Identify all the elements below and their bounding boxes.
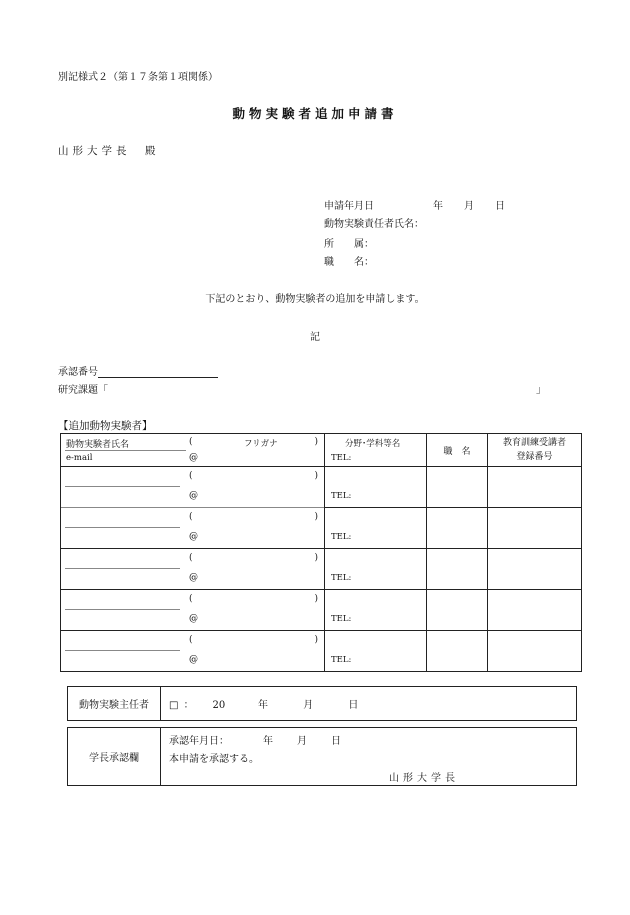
section-title: 【追加動物実験者】	[58, 420, 153, 432]
supervisor-box	[67, 686, 577, 721]
table-row	[61, 549, 582, 590]
row-3-training-cell[interactable]	[488, 549, 582, 590]
row-2-at: @	[189, 532, 198, 542]
row-5-name-cell[interactable]	[61, 631, 325, 672]
row-5-tel: TEL:	[331, 655, 352, 665]
row-1-name-cell[interactable]	[61, 467, 325, 508]
application-date	[324, 197, 505, 212]
president-year-label: 年	[263, 736, 273, 747]
row-4-tel: TEL:	[331, 614, 352, 624]
row-2-kana-close: )	[314, 512, 318, 522]
row-2-title-cell[interactable]	[427, 508, 488, 549]
row-3-name-cell[interactable]	[61, 549, 325, 590]
row-5-kana-close: )	[314, 635, 318, 645]
president-month-label: 月	[297, 736, 307, 747]
row-3-tel: TEL:	[331, 573, 352, 583]
header-title: 職 名	[443, 446, 471, 457]
header-name: 動物実験者氏名	[66, 440, 130, 450]
supervisor-month-label: 月	[303, 700, 314, 711]
header-at: @	[189, 453, 198, 463]
supervisor-colon: ：	[183, 700, 194, 711]
approval-number-label: 承認番号	[58, 367, 98, 378]
research-topic	[58, 381, 548, 396]
row-4-name-underline	[65, 609, 180, 610]
application-date-label: 申請年月日	[324, 201, 374, 212]
row-5-at: @	[189, 655, 198, 665]
president-day-label: 日	[331, 736, 341, 747]
row-1-name-underline	[65, 486, 180, 487]
row-4-training-cell[interactable]	[488, 590, 582, 631]
table-row	[61, 631, 582, 672]
row-3-name-underline	[65, 568, 180, 569]
research-topic-close: 」	[536, 385, 546, 396]
additional-experimenters-table	[60, 433, 582, 672]
row-5-name-underline	[65, 650, 180, 651]
row-4-kana-close: )	[314, 594, 318, 604]
supervisor-field[interactable]	[161, 687, 577, 721]
row-1-dept-cell[interactable]	[325, 467, 427, 508]
application-day-label: 日	[495, 201, 505, 212]
row-4-at: @	[189, 614, 198, 624]
president-date-label: 承認年月日：	[169, 736, 229, 747]
row-2-training-cell[interactable]	[488, 508, 582, 549]
application-month-label: 月	[464, 201, 474, 212]
form-reference: 別記様式２（第１７条第１項関係）	[58, 72, 218, 83]
approval-number	[58, 363, 218, 378]
row-1-kana-open: (	[189, 471, 193, 481]
row-4-title-cell[interactable]	[427, 590, 488, 631]
ki-heading: 記	[310, 332, 320, 343]
president-approval-field[interactable]	[161, 728, 577, 786]
row-1-at: @	[189, 491, 198, 501]
header-training-cell	[488, 434, 582, 467]
row-2-name-cell[interactable]	[61, 508, 325, 549]
header-tel: TEL:	[331, 453, 352, 463]
table-row	[61, 590, 582, 631]
supervisor-label: 動物実験主任者	[68, 687, 161, 721]
row-5-kana-open: (	[189, 635, 193, 645]
row-2-kana-open: (	[189, 512, 193, 522]
application-year-label: 年	[433, 201, 443, 212]
intro-text: 下記のとおり、動物実験者の追加を申請します。	[205, 294, 425, 305]
row-1-kana-close: )	[314, 471, 318, 481]
row-4-name-cell[interactable]	[61, 590, 325, 631]
row-3-at: @	[189, 573, 198, 583]
row-1-training-cell[interactable]	[488, 467, 582, 508]
president-approval-date	[169, 732, 341, 747]
pi-name-label: 動物実験責任者氏名：	[324, 219, 424, 230]
row-3-kana-open: (	[189, 553, 193, 563]
president-approval-box	[67, 727, 577, 786]
header-name-underline	[65, 450, 186, 451]
row-2-dept-cell[interactable]	[325, 508, 427, 549]
header-training-2: 登録番号	[516, 452, 553, 462]
header-title-cell	[427, 434, 488, 467]
table-row	[61, 508, 582, 549]
header-kana: フリガナ	[244, 439, 278, 449]
row-5-training-cell[interactable]	[488, 631, 582, 672]
president-statement: 本申請を承認する。	[169, 754, 259, 765]
header-dept: 分野･学科等名	[345, 439, 401, 449]
header-name-cell	[61, 434, 325, 467]
table-header-row	[61, 434, 582, 467]
president-approval-label: 学長承認欄	[68, 728, 161, 786]
row-3-dept-cell[interactable]	[325, 549, 427, 590]
affiliation-label: 所 属：	[324, 239, 374, 250]
row-2-tel: TEL:	[331, 532, 352, 542]
header-kana-open: (	[189, 437, 193, 447]
row-4-dept-cell[interactable]	[325, 590, 427, 631]
president-signature: 山形大学長	[389, 773, 459, 784]
row-3-kana-close: )	[314, 553, 318, 563]
supervisor-era: 20	[212, 700, 226, 711]
supervisor-day-label: 日	[348, 700, 359, 711]
research-topic-open: 研究課題「	[58, 385, 108, 396]
row-3-title-cell[interactable]	[427, 549, 488, 590]
row-5-title-cell[interactable]	[427, 631, 488, 672]
table-row	[61, 467, 582, 508]
header-training-1: 教育訓練受講者	[502, 438, 566, 448]
row-1-title-cell[interactable]	[427, 467, 488, 508]
row-1-tel: TEL:	[331, 491, 352, 501]
approval-number-field[interactable]	[98, 366, 218, 378]
row-2-name-underline	[65, 527, 180, 528]
row-5-dept-cell[interactable]	[325, 631, 427, 672]
header-kana-close: )	[314, 437, 318, 447]
row-4-kana-open: (	[189, 594, 193, 604]
addressee: 山形大学長 殿	[58, 145, 160, 157]
header-email: e-mail	[66, 453, 93, 463]
supervisor-checkbox[interactable]: □	[169, 700, 179, 711]
document-title: 動物実験者追加申請書	[232, 106, 398, 121]
header-dept-cell	[325, 434, 427, 467]
position-label: 職 名：	[324, 257, 374, 268]
supervisor-year-label: 年	[258, 700, 269, 711]
